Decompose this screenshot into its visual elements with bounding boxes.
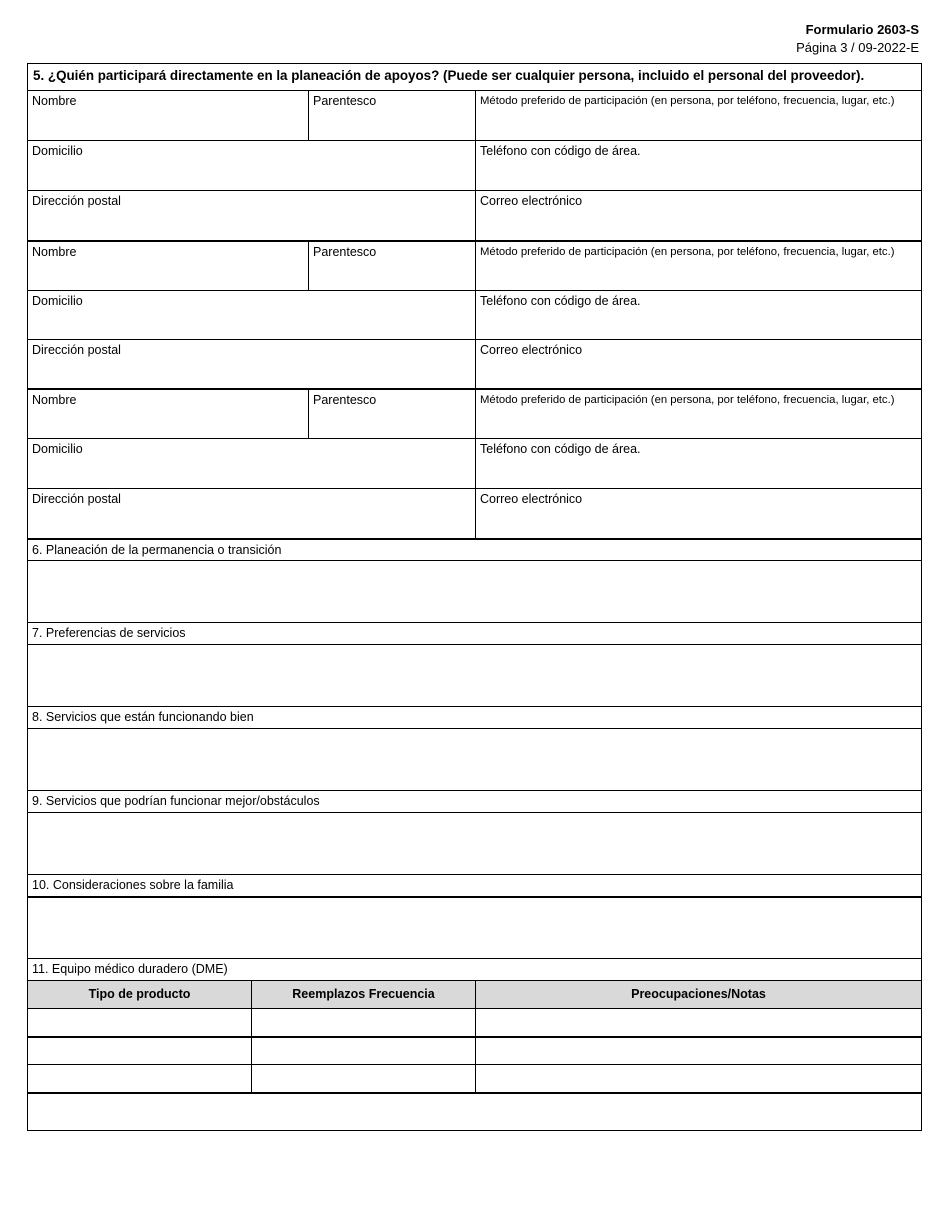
domicilio-field[interactable] [28, 291, 475, 339]
notas-cell[interactable] [475, 1065, 921, 1092]
metodo-label: Método preferido de participación (en persona, por teléfono, frecuencia, lugar, etc.) [480, 394, 895, 406]
participant-1-row-3 [28, 190, 921, 240]
col-preocupaciones-notas: Preocupaciones/Notas [475, 981, 921, 1008]
correo-label: Correo electrónico [480, 492, 583, 506]
correo-field[interactable] [475, 191, 921, 240]
participant-1-row-2 [28, 140, 921, 190]
domicilio-field[interactable] [28, 439, 475, 488]
parentesco-field[interactable] [308, 91, 475, 140]
nombre-label: Nombre [32, 393, 77, 407]
section9-label: 9. Servicios que podrían funcionar mejor/obstáculos [32, 794, 320, 808]
section9-label-row [28, 790, 921, 812]
telefono-field[interactable] [475, 291, 921, 339]
direccion-field[interactable] [28, 489, 475, 538]
section10-input[interactable] [28, 896, 921, 958]
direccion-label: Dirección postal [32, 492, 121, 506]
col-reemplazos-frecuencia: Reemplazos Frecuencia [251, 981, 475, 1008]
section6-label: 6. Planeación de la permanencia o transición [32, 543, 282, 557]
domicilio-label: Domicilio [32, 294, 83, 308]
nombre-label: Nombre [32, 94, 77, 108]
nombre-label: Nombre [32, 245, 77, 259]
participant-2-row-3 [28, 339, 921, 388]
telefono-field[interactable] [475, 141, 921, 190]
correo-label: Correo electrónico [480, 194, 583, 208]
correo-field[interactable] [475, 340, 921, 388]
telefono-label: Teléfono con código de área. [480, 442, 641, 456]
tipo-producto-cell[interactable] [28, 1009, 251, 1036]
parentesco-label: Parentesco [313, 393, 377, 407]
telefono-label: Teléfono con código de área. [480, 144, 641, 158]
telefono-field[interactable] [475, 439, 921, 488]
direccion-label: Dirección postal [32, 194, 121, 208]
section5-title-row [28, 64, 921, 90]
table-row [28, 1064, 921, 1092]
section6-label-row [28, 538, 921, 560]
section8-label: 8. Servicios que están funcionando bien [32, 710, 254, 724]
reemplazos-cell[interactable] [251, 1038, 475, 1064]
table-row [28, 1036, 921, 1064]
section9-input[interactable] [28, 812, 921, 874]
dme-table-header [28, 980, 921, 1008]
nombre-field[interactable] [28, 242, 308, 290]
correo-label: Correo electrónico [480, 343, 583, 357]
tipo-producto-cell[interactable] [28, 1038, 251, 1064]
section11-label: 11. Equipo médico duradero (DME) [32, 962, 228, 976]
section5-title: 5. ¿Quién participará directamente en la planeación de apoyos? (Puede ser cualquier persona, incluido el personal del proveedor). [33, 68, 865, 83]
nombre-field[interactable] [28, 91, 308, 140]
metodo-label: Método preferido de participación (en persona, por teléfono, frecuencia, lugar, etc.) [480, 246, 895, 258]
section10-label: 10. Consideraciones sobre la familia [32, 878, 234, 892]
page-info: Página 3 / 09-2022-E [796, 40, 919, 55]
parentesco-label: Parentesco [313, 94, 377, 108]
telefono-label: Teléfono con código de área. [480, 294, 641, 308]
tipo-producto-cell[interactable] [28, 1065, 251, 1092]
domicilio-label: Domicilio [32, 442, 83, 456]
participant-3-row-1 [28, 388, 921, 438]
section6-input[interactable] [28, 560, 921, 622]
col-tipo-producto: Tipo de producto [28, 981, 251, 1008]
notas-cell[interactable] [475, 1038, 921, 1064]
parentesco-field[interactable] [308, 242, 475, 290]
participant-3-row-2 [28, 438, 921, 488]
participant-2-row-1 [28, 240, 921, 290]
section8-input[interactable] [28, 728, 921, 790]
metodo-field[interactable] [475, 91, 921, 140]
metodo-label: Método preferido de participación (en persona, por teléfono, frecuencia, lugar, etc.) [480, 95, 895, 107]
section7-input[interactable] [28, 644, 921, 706]
participant-3-row-3 [28, 488, 921, 538]
parentesco-label: Parentesco [313, 245, 377, 259]
correo-field[interactable] [475, 489, 921, 538]
form-number: Formulario 2603-S [805, 22, 919, 37]
dme-notes-input[interactable] [28, 1092, 921, 1130]
form-header [796, 21, 919, 57]
direccion-field[interactable] [28, 191, 475, 240]
section7-label-row [28, 622, 921, 644]
section7-label: 7. Preferencias de servicios [32, 626, 186, 640]
section11-label-row [28, 958, 921, 980]
parentesco-field[interactable] [308, 390, 475, 438]
direccion-field[interactable] [28, 340, 475, 388]
nombre-field[interactable] [28, 390, 308, 438]
participant-2-row-2 [28, 290, 921, 339]
notas-cell[interactable] [475, 1009, 921, 1036]
metodo-field[interactable] [475, 242, 921, 290]
metodo-field[interactable] [475, 390, 921, 438]
table-row [28, 1008, 921, 1036]
reemplazos-cell[interactable] [251, 1065, 475, 1092]
section8-label-row [28, 706, 921, 728]
participant-1-row-1 [28, 90, 921, 140]
reemplazos-cell[interactable] [251, 1009, 475, 1036]
section10-label-row [28, 874, 921, 896]
direccion-label: Dirección postal [32, 343, 121, 357]
domicilio-field[interactable] [28, 141, 475, 190]
domicilio-label: Domicilio [32, 144, 83, 158]
form-body [27, 63, 922, 1131]
